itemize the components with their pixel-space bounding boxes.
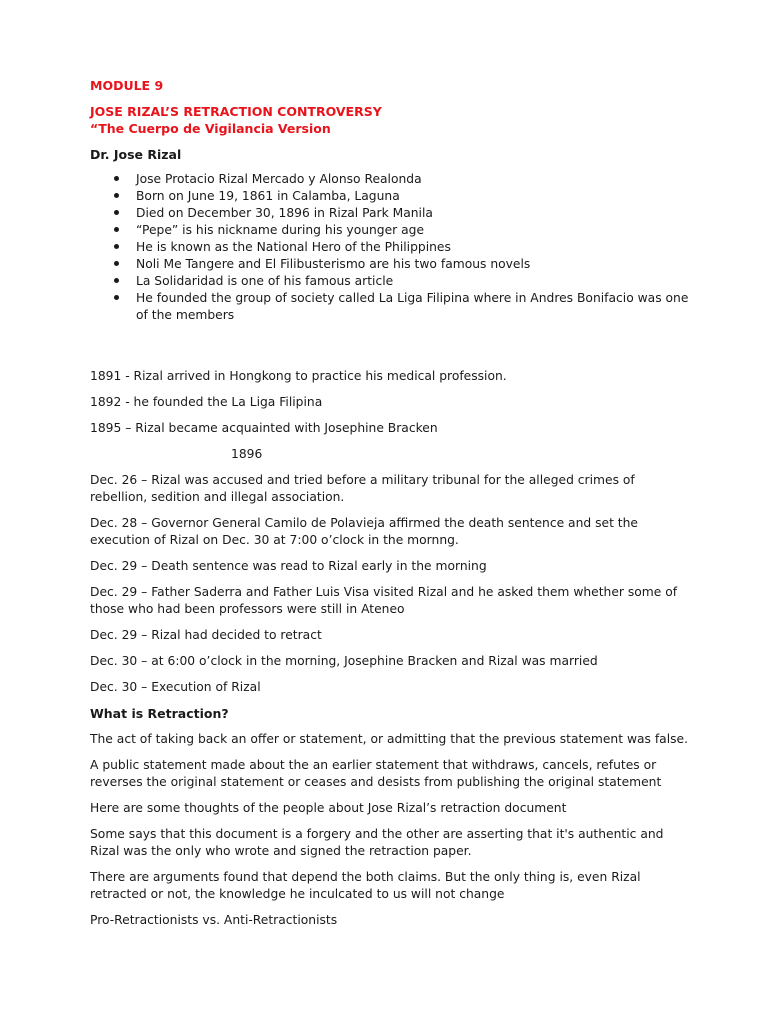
event-dec-29-retract: Dec. 29 – Rizal had decided to retract	[90, 628, 322, 642]
list-item: Jose Protacio Rizal Mercado y Alonso Realonda	[136, 171, 690, 188]
module-heading: MODULE 9	[90, 78, 164, 93]
event-dec-28: Dec. 28 – Governor General Camilo de Polavieja affirmed the death sentence and set the execution of Rizal on Dec. 30 at 7:00 o’clock in the mornng.	[90, 516, 638, 547]
timeline-1891: 1891 - Rizal arrived in Hongkong to practice his medical profession.	[90, 369, 507, 383]
event-dec-29-sentence: Dec. 29 – Death sentence was read to Rizal early in the morning	[90, 559, 487, 573]
bullet-icon	[114, 227, 119, 232]
retraction-definition: The act of taking back an offer or statement, or admitting that the previous statement was false.	[90, 732, 689, 746]
list-item: “Pepe” is his nickname during his younger age	[136, 222, 690, 239]
timeline-1895: 1895 – Rizal became acquainted with Josephine Bracken	[90, 421, 438, 435]
bullet-icon	[114, 244, 119, 249]
bullet-icon	[114, 295, 119, 300]
event-dec-30-execution: Dec. 30 – Execution of Rizal	[90, 680, 261, 694]
retraction-thoughts: Here are some thoughts of the people about Jose Rizal’s retraction document	[90, 801, 567, 815]
event-dec-29-visit: Dec. 29 – Father Saderra and Father Luis Visa visited Rizal and he asked them whether some of those who had been professors were still in Ateneo	[90, 585, 678, 616]
retraction-public-statement: A public statement made about the an earlier statement that withdraws, cancels, refutes or reverses the original statement or ceases and desists from publishing the original statement	[90, 758, 662, 789]
timeline-1892: 1892 - he founded the La Liga Filipina	[90, 395, 323, 409]
bio-bullet-list	[90, 171, 690, 324]
title-line-1: JOSE RIZAL’S RETRACTION CONTROVERSY	[90, 104, 382, 119]
list-item: Died on December 30, 1896 in Rizal Park Manila	[136, 205, 690, 222]
list-item: He is known as the National Hero of the Philippines	[136, 239, 690, 256]
year-1896-heading: 1896	[231, 447, 263, 461]
retraction-arguments: There are arguments found that depend the both claims. But the only thing is, even Rizal retracted or not, the knowledge he inculcated to us will not change	[90, 870, 641, 901]
title-line-2: “The Cuerpo de Vigilancia Version	[90, 121, 331, 136]
bullet-icon	[114, 176, 119, 181]
retraction-forgery-claims: Some says that this document is a forgery and the other are asserting that it's authentic and Rizal was the only who wrote and signed the retraction paper.	[90, 827, 664, 858]
document-body	[90, 77, 690, 938]
list-item: La Solidaridad is one of his famous article	[136, 273, 690, 290]
bullet-icon	[114, 261, 119, 266]
event-dec-26: Dec. 26 – Rizal was accused and tried before a military tribunal for the alleged crimes of rebellion, sedition and illegal association.	[90, 473, 635, 504]
retraction-pro-anti: Pro-Retractionists vs. Anti-Retractionists	[90, 913, 338, 927]
bullet-icon	[114, 193, 119, 198]
retraction-heading: What is Retraction?	[90, 706, 229, 721]
bullet-icon	[114, 278, 119, 283]
list-item: Born on June 19, 1861 in Calamba, Laguna	[136, 188, 690, 205]
subject-heading: Dr. Jose Rizal	[90, 147, 182, 162]
event-dec-30-marriage: Dec. 30 – at 6:00 o’clock in the morning, Josephine Bracken and Rizal was married	[90, 654, 598, 668]
bullet-icon	[114, 210, 119, 215]
list-item: He founded the group of society called La Liga Filipina where in Andres Bonifacio was one of the members	[136, 290, 690, 324]
list-item: Noli Me Tangere and El Filibusterismo are his two famous novels	[136, 256, 690, 273]
